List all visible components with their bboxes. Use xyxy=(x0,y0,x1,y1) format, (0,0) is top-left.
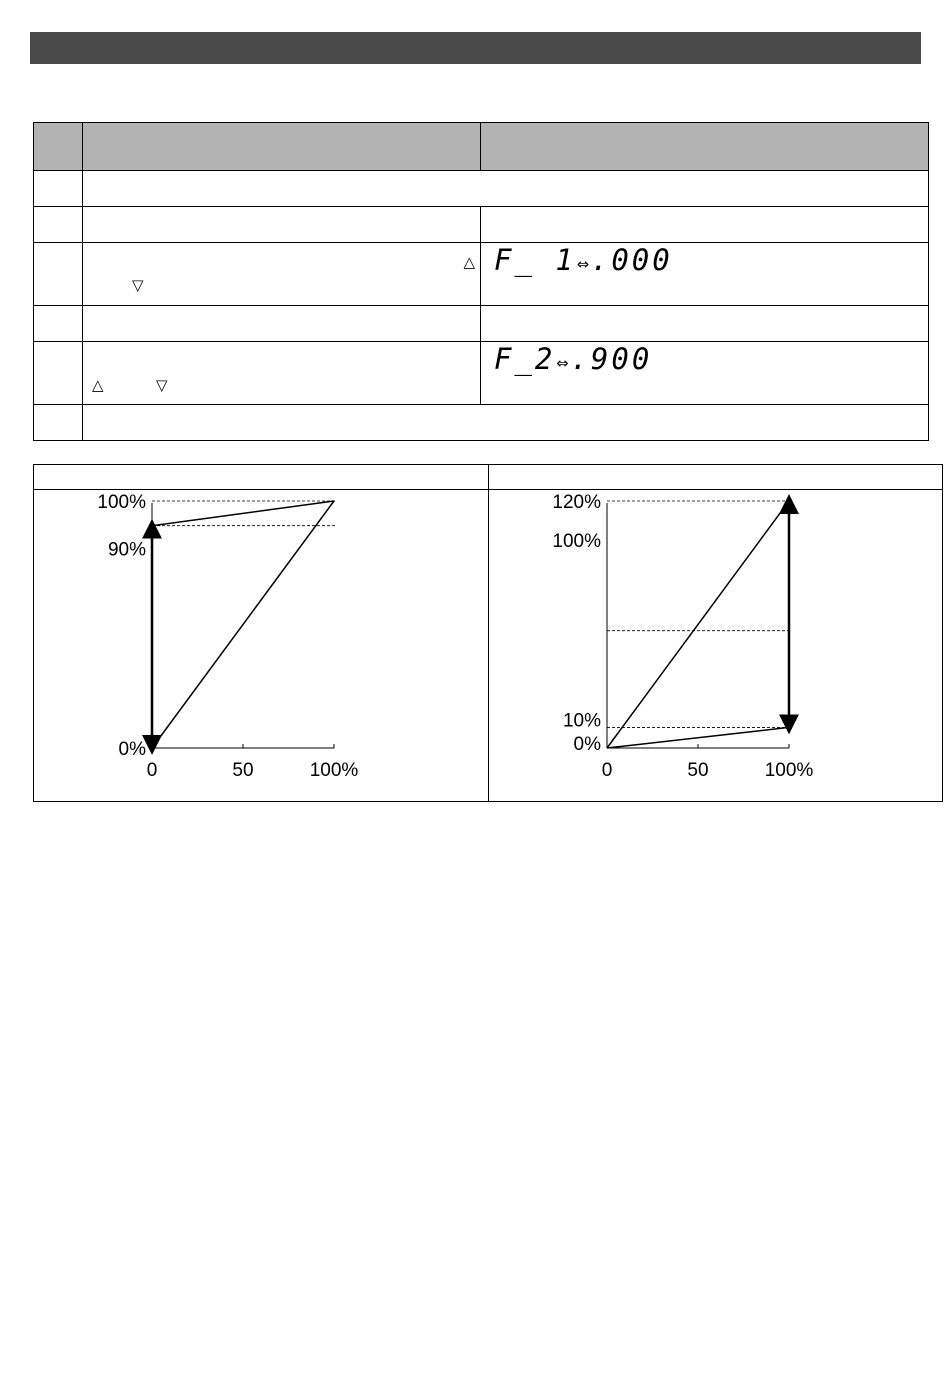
operation-cell xyxy=(83,306,481,342)
x-tick-label: 50 xyxy=(687,760,709,781)
x-tick-label: 100% xyxy=(309,760,359,781)
display-cell xyxy=(481,243,929,306)
series-line xyxy=(152,501,334,748)
display-cell xyxy=(481,342,929,405)
procedure-table xyxy=(33,122,929,441)
table-row xyxy=(34,405,929,441)
section-header-bar xyxy=(30,32,921,64)
y-tick-label: 0% xyxy=(573,734,601,755)
table-row xyxy=(34,306,929,342)
y-tick-label: 0% xyxy=(118,739,146,760)
table-row xyxy=(34,243,929,306)
up-triangle-icon: △ xyxy=(463,254,475,271)
header-cell-display xyxy=(481,123,929,171)
table-row xyxy=(34,342,929,405)
down-triangle-icon: ▽ xyxy=(132,277,144,294)
step-cell xyxy=(34,207,83,243)
segment-display xyxy=(481,245,673,278)
y-tick-label: 90% xyxy=(107,539,146,561)
segment-display xyxy=(481,344,652,377)
header-cell-operation xyxy=(83,123,481,171)
operation-cell xyxy=(83,171,929,207)
display-value: .000 xyxy=(590,243,673,277)
step-cell xyxy=(34,171,83,207)
x-tick-label: 0 xyxy=(146,760,158,781)
y-tick-label: 120% xyxy=(552,492,601,513)
table-header-row xyxy=(34,123,929,171)
y-tick-label: 100% xyxy=(97,492,146,513)
display-code: F_ 1 xyxy=(494,243,576,277)
operation-cell xyxy=(83,207,481,243)
display-cell xyxy=(481,306,929,342)
y-tick-label: 10% xyxy=(562,710,601,732)
operation-cell xyxy=(83,243,481,306)
chart-right xyxy=(489,490,942,802)
bidirectional-arrow-icon: ⇔ xyxy=(556,350,569,374)
chart-panel-right xyxy=(488,464,943,802)
step-cell xyxy=(34,405,83,441)
up-triangle-icon: △ xyxy=(92,377,104,394)
step-cell xyxy=(34,306,83,342)
bidirectional-arrow-icon: ⇔ xyxy=(576,251,589,275)
x-tick-label: 50 xyxy=(232,760,254,781)
y-tick-label: 100% xyxy=(552,531,601,553)
operation-cell xyxy=(83,342,481,405)
x-tick-label: 100% xyxy=(764,760,814,781)
operation-cell xyxy=(83,405,929,441)
chart-caption xyxy=(34,465,488,490)
x-tick-label: 0 xyxy=(601,760,613,781)
header-cell-step xyxy=(34,123,83,171)
series-line xyxy=(152,501,334,526)
chart-caption xyxy=(489,465,942,490)
step-cell xyxy=(34,243,83,306)
chart-left xyxy=(34,490,488,802)
down-triangle-icon: ▽ xyxy=(156,377,168,394)
series-line xyxy=(607,501,789,748)
step-cell xyxy=(34,342,83,405)
table-row xyxy=(34,171,929,207)
chart-panel-left xyxy=(33,464,489,802)
display-value: .900 xyxy=(570,342,653,376)
table-row xyxy=(34,207,929,243)
display-code: F_2 xyxy=(494,342,556,376)
display-cell xyxy=(481,207,929,243)
